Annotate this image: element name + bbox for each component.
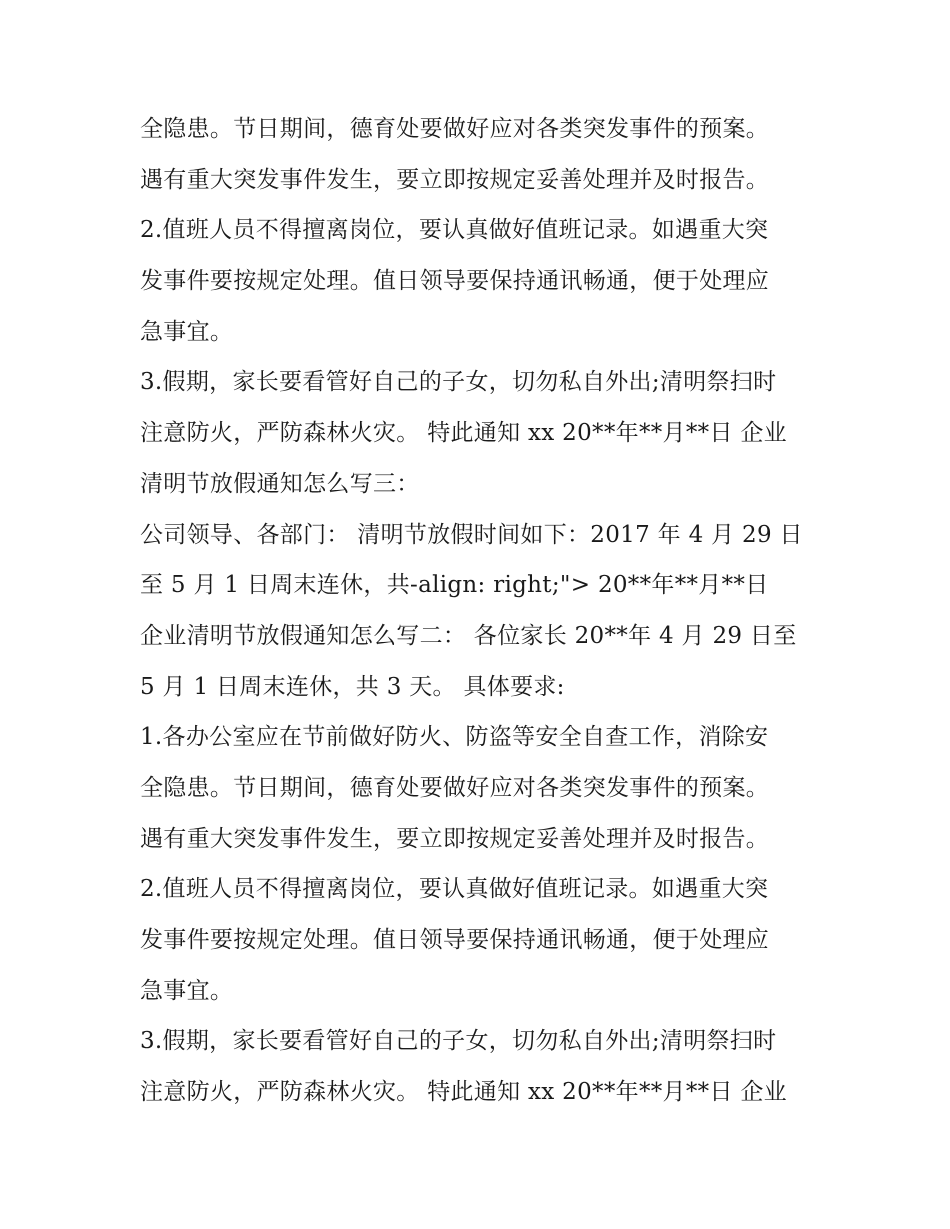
text-line: 注意防火，严防森林火灾。 特此通知 xx 20**年**月**日 企业: [140, 420, 787, 447]
text-line: 注意防火，严防森林火灾。 特此通知 xx 20**年**月**日 企业: [140, 1079, 787, 1106]
text-line: 2.值班人员不得擅离岗位，要认真做好值班记录。如遇重大突: [140, 876, 769, 903]
text-line: 全隐患。节日期间，德育处要做好应对各类突发事件的预案。: [140, 116, 770, 142]
text-line: 5 月 1 日周末连休，共 3 天。 具体要求:: [140, 673, 565, 700]
text-line: 急事宜。: [140, 977, 234, 1004]
text-line: 遇有重大突发事件发生，要立即按规定妥善处理并及时报告。: [140, 166, 770, 193]
text-line: 至 5 月 1 日周末连休，共-align: right;"> 20**年**月**日: [140, 572, 769, 599]
text-line: 2.值班人员不得擅离岗位，要认真做好值班记录。如遇重大突: [140, 217, 769, 244]
text-line: 1.各办公室应在节前做好防火、防盗等安全自查工作，消除安: [140, 724, 769, 751]
text-line: 发事件要按规定处理。值日领导要保持通讯畅通，便于处理应: [140, 268, 770, 295]
text-line: 3.假期，家长要看管好自己的子女，切勿私自外出;清明祭扫时: [140, 1028, 777, 1055]
text-line: 发事件要按规定处理。值日领导要保持通讯畅通，便于处理应: [140, 927, 770, 953]
text-line: 遇有重大突发事件发生，要立即按规定妥善处理并及时报告。: [140, 825, 770, 852]
document-body: [140, 104, 820, 1118]
text-line: 急事宜。: [140, 318, 234, 345]
text-line: 公司领导、各部门： 清明节放假时间如下：2017 年 4 月 29 日: [140, 521, 803, 548]
text-line: 全隐患。节日期间，德育处要做好应对各类突发事件的预案。: [140, 774, 770, 801]
text-line: 清明节放假通知怎么写三：: [140, 470, 420, 497]
text-line: 企业清明节放假通知怎么写二： 各位家长 20**年 4 月 29 日至: [140, 622, 797, 649]
text-line: 3.假期，家长要看管好自己的子女，切勿私自外出;清明祭扫时: [140, 369, 777, 396]
